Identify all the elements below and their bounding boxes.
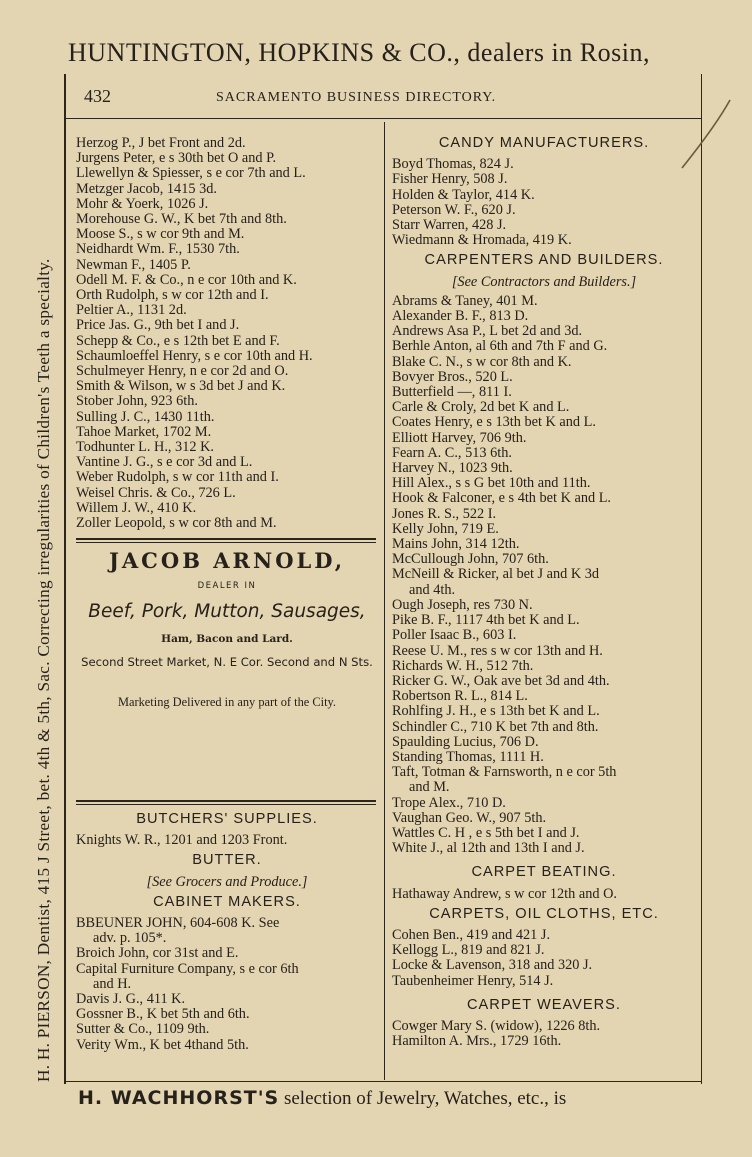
entry-continuation: and 4th. — [409, 581, 456, 598]
right-column — [392, 136, 696, 1049]
directory-entry — [392, 370, 696, 385]
entry-text: Kelly John, 719 E. — [392, 520, 499, 537]
entry-text: Hill Alex., s s G bet 10th and 11th. — [392, 475, 591, 492]
directory-entry — [392, 659, 696, 674]
directory-entry: Starr Warren, 428 J. — [392, 217, 507, 234]
directory-entry: Smith & Wilson, w s 3d bet J and K. — [76, 378, 286, 395]
entry-text: Alexander B. F., 813 D. — [392, 308, 529, 325]
directory-entry — [392, 446, 696, 461]
directory-entry — [392, 841, 696, 856]
directory-entry — [392, 720, 696, 735]
directory-entry: Knights W. R., 1201 and 1203 Front. — [76, 832, 288, 849]
directory-entry — [392, 735, 696, 750]
directory-entry — [392, 400, 696, 415]
entry-text: Andrews Asa P., L bet 2d and 3d. — [392, 323, 583, 340]
entry-text: Harvey N., 1023 9th. — [392, 460, 513, 477]
directory-entry — [392, 355, 696, 370]
entry-text: McNeill & Ricker, al bet J and K 3d — [392, 566, 600, 583]
header-rule — [64, 118, 702, 119]
directory-entry — [392, 765, 696, 795]
directory-entry: Wiedmann & Hromada, 419 K. — [392, 232, 572, 249]
directory-entry: Fisher Henry, 508 J. — [392, 171, 508, 188]
entry-text: Sutter & Co., 1109 9th. — [76, 1021, 210, 1038]
directory-entry — [392, 826, 696, 841]
directory-entry: Taubenheimer Henry, 514 J. — [392, 972, 554, 989]
side-banner: H. H. PIERSON, Dentist, 415 J Street, bet. 4th & 5th, Sac. Correcting irregularities of Children's Teeth a specialty. — [34, 258, 53, 1082]
entry-text: Ough Joseph, res 730 N. — [392, 596, 533, 613]
outer-right-rule — [701, 74, 702, 1084]
left-lower-section — [76, 812, 378, 1053]
cabinet-heading: CABINET MAKERS. — [153, 893, 301, 910]
entry-text: Davis J. G., 411 K. — [76, 991, 186, 1008]
directory-entry — [392, 598, 696, 613]
directory-entry: Hathaway Andrew, s w cor 12th and O. — [392, 885, 617, 902]
directory-entry — [392, 537, 696, 552]
directory-entry — [392, 704, 696, 719]
directory-entry — [76, 1007, 378, 1022]
directory-entry: Peterson W. F., 620 J. — [392, 201, 516, 218]
directory-entry — [392, 491, 696, 506]
directory-entry: Kellogg L., 819 and 821 J. — [392, 942, 545, 959]
entry-text: Abrams & Taney, 401 M. — [392, 292, 538, 309]
entry-text: Spaulding Lucius, 706 D. — [392, 733, 539, 750]
entry-text: Taft, Totman & Farnsworth, n e cor 5th — [392, 764, 617, 781]
directory-entry: Cohen Ben., 419 and 421 J. — [392, 926, 551, 943]
carpenters-heading: CARPENTERS AND BUILDERS. — [424, 252, 664, 269]
entry-text: Fearn A. C., 513 6th. — [392, 444, 512, 461]
directory-entry — [392, 689, 696, 704]
directory-entry: Weisel Chris. & Co., 726 L. — [76, 484, 236, 501]
jacob-arnold-advertisement — [76, 548, 378, 710]
running-head: SACRAMENTO BUSINESS DIRECTORY. — [216, 90, 497, 105]
bottom-banner-brand: H. WACHHORST'S — [78, 1087, 280, 1109]
directory-entry: Hamilton A. Mrs., 1729 16th. — [392, 1033, 562, 1050]
entry-continuation: adv. p. 105*. — [93, 930, 167, 947]
entry-text: Vaughan Geo. W., 907 5th. — [392, 809, 547, 826]
directory-entry — [392, 461, 696, 476]
directory-entry — [392, 567, 696, 597]
entry-continuation: and M. — [409, 779, 450, 796]
directory-entry — [392, 811, 696, 826]
directory-entry: Peltier A., 1131 2d. — [76, 302, 187, 319]
directory-entry — [392, 522, 696, 537]
entry-text: Verity Wm., K bet 4thand 5th. — [76, 1036, 249, 1053]
directory-entry — [392, 339, 696, 354]
ad-address: Second Street Market, N. E Cor. Second and N Sts. — [81, 655, 373, 669]
entry-text: McCullough John, 707 6th. — [392, 551, 549, 568]
directory-entry: Price Jas. G., 9th bet I and J. — [76, 317, 240, 334]
candy-heading: CANDY MANUFACTURERS. — [438, 135, 650, 151]
directory-entry: Cowger Mary S. (widow), 1226 8th. — [392, 1017, 601, 1034]
directory-entry: Schepp & Co., e s 12th bet E and F. — [76, 332, 280, 349]
directory-entry: Locke & Lavenson, 318 and 320 J. — [392, 957, 593, 974]
directory-entry: Tahoe Market, 1702 M. — [76, 423, 212, 440]
butchers-heading: BUTCHERS' SUPPLIES. — [136, 811, 318, 827]
entry-text: Ricker G. W., Oak ave bet 3d and 4th. — [392, 672, 610, 689]
directory-entry: Schaumloeffel Henry, s e cor 10th and H. — [76, 347, 313, 364]
entry-text: Pike B. F., 1117 4th bet K and L. — [392, 612, 580, 629]
directory-entry — [392, 507, 696, 522]
directory-entry — [392, 385, 696, 400]
directory-entry: Jurgens Peter, e s 30th bet O and P. — [76, 150, 277, 167]
outer-left-rule — [64, 74, 66, 1084]
directory-entry: Orth Rudolph, s w cor 12th and I. — [76, 287, 269, 304]
directory-entry — [392, 644, 696, 659]
weavers-heading: CARPET WEAVERS. — [467, 996, 621, 1013]
butter-heading: BUTTER. — [192, 852, 262, 869]
directory-entry: Metzger Jacob, 1415 3d. — [76, 180, 217, 197]
directory-entry — [392, 796, 696, 811]
ad-bottom-rule — [76, 800, 376, 802]
bottom-banner-text: selection of Jewelry, Watches, etc., is — [279, 1088, 567, 1109]
directory-entry — [76, 1022, 378, 1037]
directory-entry: Odell M. F. & Co., n e cor 10th and K. — [76, 271, 297, 288]
entry-text: BBEUNER JOHN, 604-608 K. See — [76, 915, 280, 932]
directory-entry: Newman F., 1405 P. — [76, 256, 191, 273]
directory-entry: Moose S., s w cor 9th and M. — [76, 226, 245, 243]
directory-entry — [392, 294, 696, 309]
entry-text: Hook & Falconer, e s 4th bet K and L. — [392, 490, 611, 507]
entry-text: Trope Alex., 710 D. — [392, 794, 506, 811]
directory-entry — [76, 916, 378, 946]
ad-top-rule — [76, 538, 376, 540]
entry-text: Elliott Harvey, 706 9th. — [392, 429, 527, 446]
left-column-list — [76, 136, 378, 531]
directory-entry — [76, 962, 378, 992]
entry-text: Carle & Croly, 2d bet K and L. — [392, 399, 570, 416]
directory-entry: Willem J. W., 410 K. — [76, 499, 197, 516]
entry-text: Berhle Anton, al 6th and 7th F and G. — [392, 338, 608, 355]
entry-text: Blake C. N., s w cor 8th and K. — [392, 353, 572, 370]
ad-bottom-rule-thin — [76, 804, 376, 805]
directory-entry: Stober John, 923 6th. — [76, 393, 198, 410]
directory-entry — [392, 415, 696, 430]
ad-name: JACOB ARNOLD, — [108, 548, 346, 573]
entry-text: Mains John, 314 12th. — [392, 536, 520, 553]
entry-text: Capital Furniture Company, s e cor 6th — [76, 960, 299, 977]
directory-entry — [392, 476, 696, 491]
directory-entry: Sulling J. C., 1430 11th. — [76, 408, 215, 425]
bottom-banner — [78, 1087, 566, 1110]
directory-entry: Holden & Taylor, 414 K. — [392, 186, 535, 203]
entry-text: Butterfield —, 811 I. — [392, 384, 512, 401]
ad-top-rule-thin — [76, 542, 376, 543]
entry-text: Gossner B., K bet 5th and 6th. — [76, 1006, 250, 1023]
ad-meats: Ham, Bacon and Lard. — [161, 633, 293, 645]
top-banner: HUNTINGTON, HOPKINS & CO., dealers in Rosin, — [68, 38, 650, 67]
directory-entry: Zoller Leopold, s w cor 8th and M. — [76, 515, 277, 532]
directory-entry: Llewellyn & Spiesser, s e cor 7th and L. — [76, 165, 306, 182]
entry-continuation: and H. — [93, 975, 132, 992]
entry-text: Standing Thomas, 1111 H. — [392, 748, 544, 765]
ad-dealer: DEALER IN — [197, 581, 257, 591]
directory-entry: Weber Rudolph, s w cor 11th and I. — [76, 469, 279, 486]
column-divider — [384, 122, 385, 1080]
entry-text: Reese U. M., res s w cor 13th and H. — [392, 642, 603, 659]
directory-entry — [392, 628, 696, 643]
directory-entry — [76, 1038, 378, 1053]
directory-entry: Boyd Thomas, 824 J. — [392, 156, 514, 173]
directory-entry — [392, 750, 696, 765]
entry-text: Rohlfing J. H., e s 13th bet K and L. — [392, 703, 600, 720]
entry-text: Poller Isaac B., 603 I. — [392, 627, 517, 644]
entry-text: Robertson R. L., 814 L. — [392, 688, 528, 705]
carpets-heading: CARPETS, OIL CLOTHS, ETC. — [429, 905, 659, 922]
directory-entry — [392, 309, 696, 324]
directory-entry — [392, 552, 696, 567]
page-number: 432 — [84, 86, 111, 106]
entry-text: Coates Henry, e s 13th bet K and L. — [392, 414, 596, 431]
entry-text: Bovyer Bros., 520 L. — [392, 368, 513, 385]
entry-text: Broich John, cor 31st and E. — [76, 945, 239, 962]
directory-entry: Morehouse G. W., K bet 7th and 8th. — [76, 211, 287, 228]
directory-entry: Todhunter L. H., 312 K. — [76, 439, 214, 456]
carpenters-note: [See Contractors and Builders.] — [451, 273, 637, 290]
entry-text: Schindler C., 710 K bet 7th and 8th. — [392, 718, 599, 735]
ad-market: Marketing Delivered in any part of the City. — [117, 695, 337, 709]
directory-entry: Herzog P., J bet Front and 2d. — [76, 135, 246, 151]
directory-entry — [392, 431, 696, 446]
butter-note: [See Grocers and Produce.] — [146, 873, 308, 890]
carpet-beating-heading: CARPET BEATING. — [471, 864, 617, 881]
entry-text: Richards W. H., 512 7th. — [392, 657, 534, 674]
directory-entry: Neidhardt Wm. F., 1530 7th. — [76, 241, 240, 258]
directory-entry: Schulmeyer Henry, n e cor 2d and O. — [76, 363, 289, 380]
directory-entry — [392, 324, 696, 339]
entry-text: White J., al 12th and 13th I and J. — [392, 840, 585, 857]
entry-text: Jones R. S., 522 I. — [392, 505, 497, 522]
ad-products: Beef, Pork, Mutton, Sausages, — [88, 601, 366, 622]
directory-entry — [76, 992, 378, 1007]
directory-entry — [392, 613, 696, 628]
entry-text: Wattles C. H , e s 5th bet I and J. — [392, 824, 580, 841]
directory-entry: Mohr & Yoerk, 1026 J. — [76, 195, 209, 212]
directory-entry: Vantine J. G., s e cor 3d and L. — [76, 454, 253, 471]
directory-entry — [76, 946, 378, 961]
footer-rule — [64, 1081, 702, 1082]
directory-entry — [392, 674, 696, 689]
